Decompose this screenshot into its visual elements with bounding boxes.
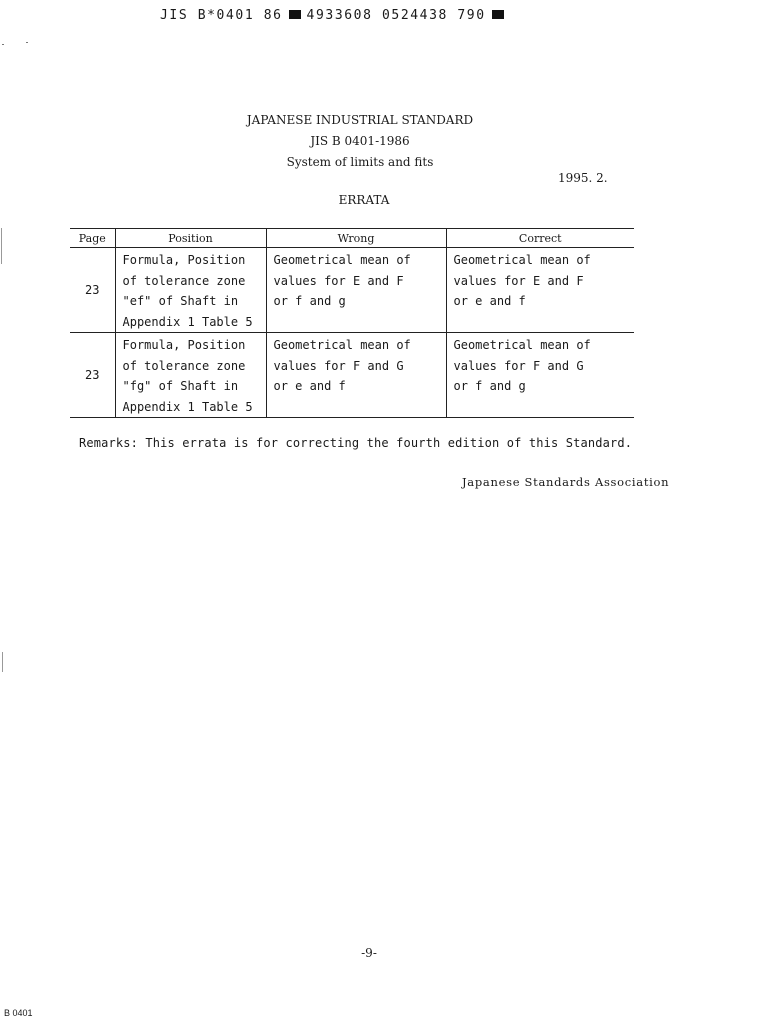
cell-line: values for F and G (273, 358, 404, 373)
cell-line: Geometrical mean of (453, 253, 591, 267)
cell-line: or f and g (453, 379, 526, 393)
corner-code: B 0401 (4, 1008, 33, 1018)
cell-line: Appendix 1 Table 5 (122, 399, 253, 414)
column-header-wrong: Wrong (266, 229, 446, 248)
cell-line: "ef" of Shaft in (122, 294, 239, 308)
page-cell: 23 (70, 248, 115, 333)
barcode-block-icon (289, 10, 301, 19)
position-cell (115, 248, 266, 333)
publication-date: 1995. 2. (558, 171, 608, 185)
scan-speck (2, 44, 4, 45)
standard-number: JIS B 0401-1986 (310, 134, 410, 148)
wrong-cell (266, 248, 446, 333)
cell-line: Geometrical mean of (273, 338, 411, 352)
cell-line: Appendix 1 Table 5 (122, 314, 253, 329)
cell-line: or e and f (453, 294, 526, 308)
margin-mark (1, 228, 2, 264)
cell-line: values for E and F (453, 273, 584, 288)
cell-line: Geometrical mean of (273, 253, 411, 267)
cell-line: Formula, Position (122, 338, 246, 352)
cell-line: "fg" of Shaft in (122, 379, 239, 393)
barcode-number: 4933608 0524438 790 (306, 8, 486, 23)
correct-cell (446, 333, 634, 418)
document-header (200, 110, 520, 173)
wrong-cell (266, 333, 446, 418)
page-cell: 23 (70, 333, 115, 418)
page-number: -9- (361, 946, 377, 960)
cell-line: of tolerance zone (122, 273, 246, 288)
table-header-row (70, 229, 634, 248)
cell-line: values for F and G (453, 358, 584, 373)
barcode-code: JIS B*0401 86 (160, 8, 283, 23)
cell-line: or f and g (273, 294, 346, 308)
table-row (70, 333, 634, 418)
remarks-text: Remarks: This errata is for correcting the fourth edition of this Standard. (79, 436, 633, 450)
standard-type: JAPANESE INDUSTRIAL STANDARD (246, 113, 474, 127)
barcode-block-icon (492, 10, 504, 19)
margin-mark (2, 652, 3, 672)
barcode-line (160, 8, 510, 23)
scan-speck (26, 42, 28, 43)
cell-line: of tolerance zone (122, 358, 246, 373)
errata-title: ERRATA (338, 193, 390, 207)
position-cell (115, 333, 266, 418)
cell-line: Formula, Position (122, 253, 246, 267)
errata-table (70, 228, 634, 418)
cell-line: or e and f (273, 379, 346, 393)
publisher-name: Japanese Standards Association (462, 475, 670, 489)
cell-line: Geometrical mean of (453, 338, 591, 352)
column-header-page: Page (70, 229, 115, 248)
standard-title: System of limits and fits (286, 155, 434, 169)
column-header-position: Position (115, 229, 266, 248)
cell-line: values for E and F (273, 273, 404, 288)
table-row (70, 248, 634, 333)
correct-cell (446, 248, 634, 333)
column-header-correct: Correct (446, 229, 634, 248)
